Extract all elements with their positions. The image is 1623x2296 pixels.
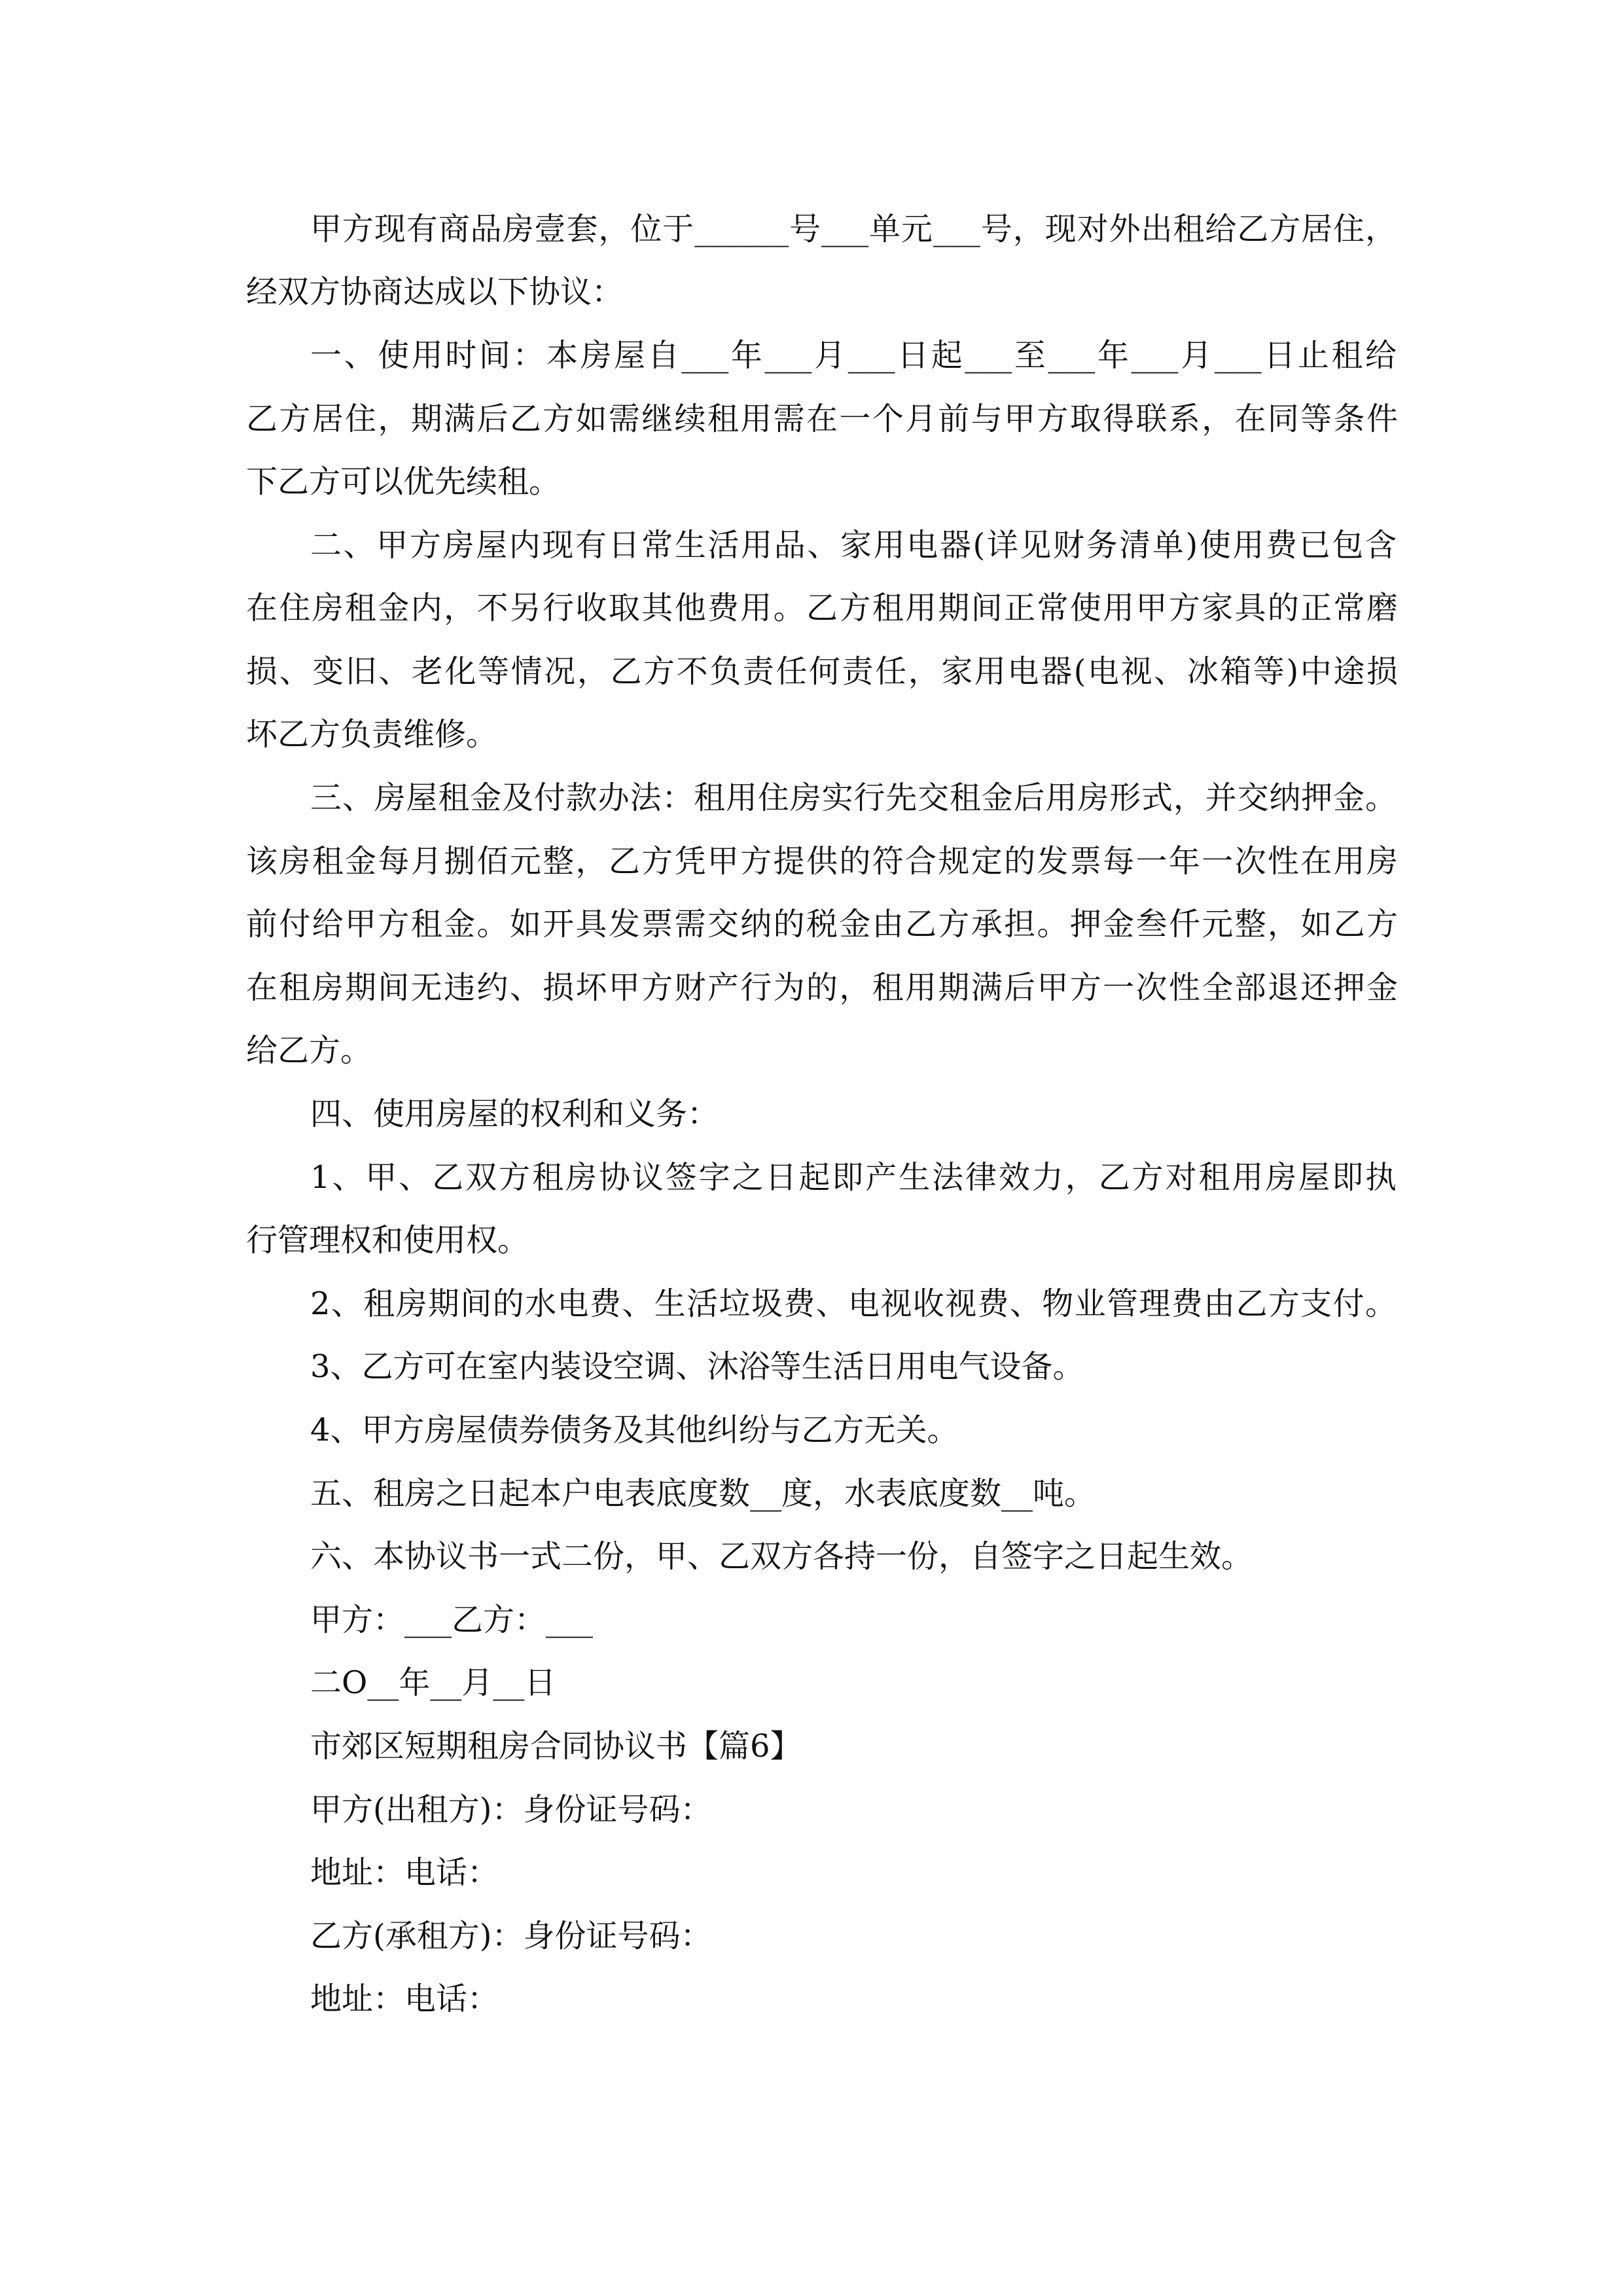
paragraph-line: 一、使用时间：本房屋自___年___月___日起___至___年___月___日止租给: [310, 337, 1397, 374]
signature-line: 甲方：___乙方：___: [310, 1602, 594, 1638]
form-field-line: 甲方(出租方)：身份证号码：: [310, 1791, 712, 1828]
paragraph-line: 给乙方。: [246, 1032, 372, 1069]
paragraph-line: 3、乙方可在室内装设空调、沐浴等生活日用电气设备。: [310, 1348, 1084, 1385]
paragraph-line: 六、本协议书一式二份，甲、乙双方各持一份，自签字之日起生效。: [310, 1538, 1253, 1575]
date-line: 二O__年__月__日: [310, 1664, 556, 1701]
paragraph-line: 2、租房期间的水电费、生活垃圾费、电视收视费、物业管理费由乙方支付。: [310, 1285, 1397, 1322]
paragraph-line: 在住房租金内，不另行收取其他费用。乙方租用期间正常使用甲方家具的正常磨: [246, 590, 1398, 626]
paragraph-line: 坏乙方负责维修。: [246, 716, 498, 753]
paragraph-line: 下乙方可以优先续租。: [246, 463, 561, 500]
form-field-line: 地址：电话：: [310, 1854, 499, 1891]
paragraph-line: 在租房期间无违约、损坏甲方财产行为的，租用期满后甲方一次性全部退还押金: [246, 969, 1398, 1006]
form-field-line: 地址：电话：: [310, 1981, 499, 2017]
paragraph-line: 经双方协商达成以下协议：: [246, 274, 624, 310]
paragraph-line: 三、房屋租金及付款办法：租用住房实行先交租金后用房形式，并交纳押金。: [310, 780, 1397, 816]
section-heading: 四、使用房屋的权利和义务：: [310, 1096, 719, 1132]
paragraph-line: 该房租金每月捌佰元整，乙方凭甲方提供的符合规定的发票每一年一次性在用房: [246, 843, 1398, 880]
paragraph-line: 二、甲方房屋内现有日常生活用品、家用电器(详见财务清单)使用费已包含: [310, 527, 1397, 564]
paragraph-line: 行管理权和使用权。: [246, 1222, 529, 1259]
form-field-line: 乙方(承租方)：身份证号码：: [310, 1918, 712, 1954]
paragraph-line: 甲方现有商品房壹套，位于______号___单元___号，现对外出租给乙方居住，: [310, 211, 1397, 247]
section-title: 市郊区短期租房合同协议书【篇6】: [310, 1728, 802, 1765]
paragraph-line: 4、甲方房屋债券债务及其他纠纷与乙方无关。: [310, 1412, 959, 1448]
paragraph-line: 五、租房之日起本户电表底度数__度，水表底度数__吨。: [310, 1475, 1096, 1512]
paragraph-line: 乙方居住，期满后乙方如需继续租用需在一个月前与甲方取得联系，在同等条件: [246, 401, 1398, 437]
paragraph-line: 1、甲、乙双方租房协议签字之日起即产生法律效力，乙方对租用房屋即执: [310, 1159, 1397, 1196]
paragraph-line: 前付给甲方租金。如开具发票需交纳的税金由乙方承担。押金叁仟元整，如乙方: [246, 906, 1398, 942]
paragraph-line: 损、变旧、老化等情况，乙方不负责任何责任，家用电器(电视、冰箱等)中途损: [246, 653, 1398, 690]
